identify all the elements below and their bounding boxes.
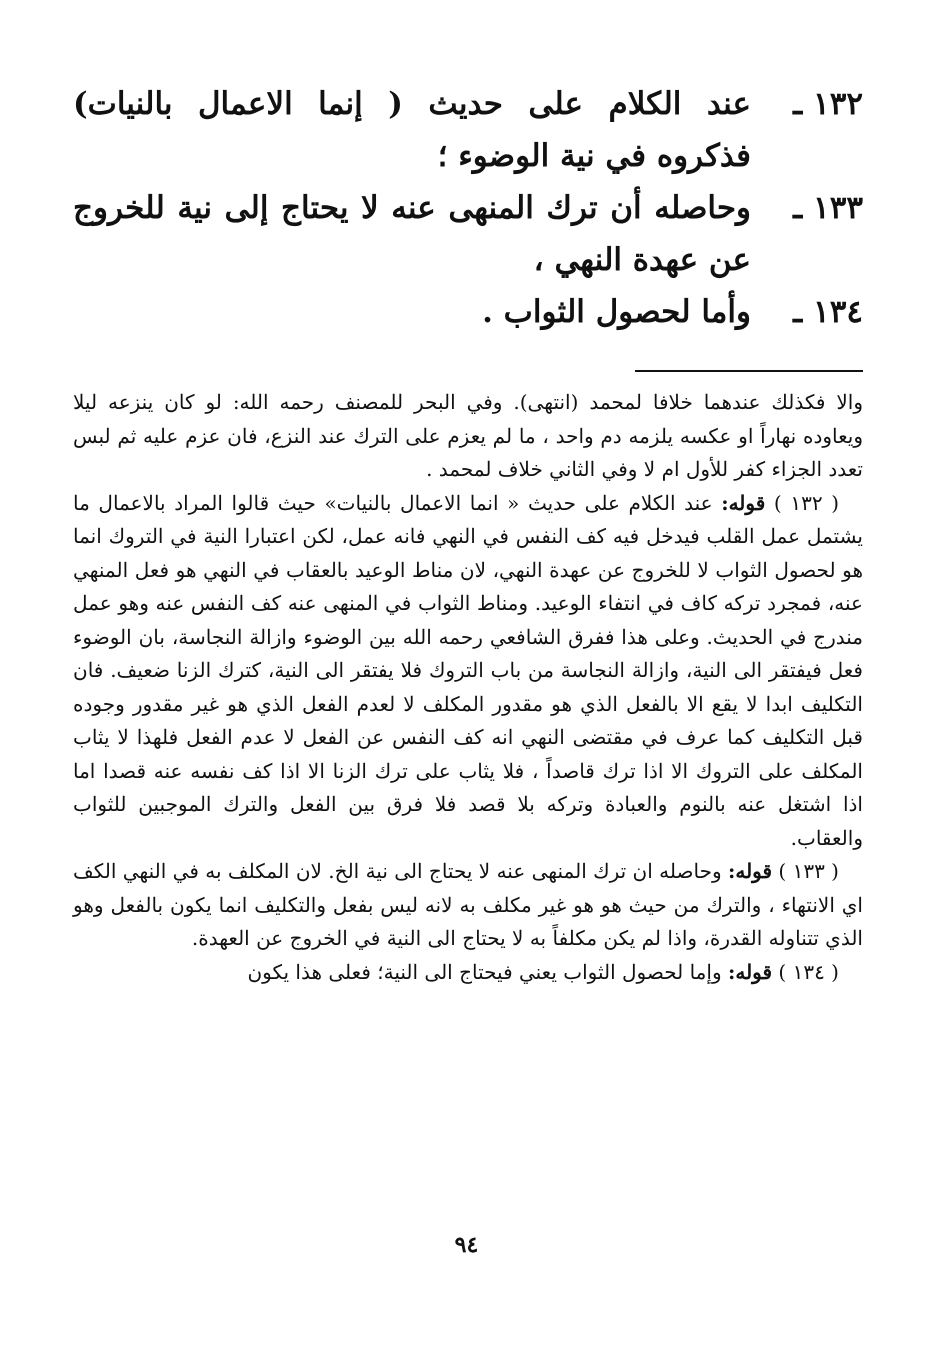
footnote-133 [73,855,863,956]
footnote-text: عند الكلام على حديث « انما الاعمال بالنيات» حيث قالوا المراد بالاعمال ما يشتمل عمل القلب فيدخل فيه كف النفس في النهي فانه عمل، لكن اعتبارا النية في التروك انما هو لحصول الثواب لا للخروج عن عهدة النهي، لان مناط الوعيد بالعقاب في النهي هو فعل المنهي عنه، فمجرد تركه كاف في انتفاء الوعيد. ومناط الثواب في المنهى عنه كف النفس عنه وهو عمل مندرج في الحديث. وعلى هذا ففرق الشافعي رحمه الله بين الوضوء وازالة النجاسة، بان الوضوء فعل فيفتقر الى النية، وازالة النجاسة من باب التروك فلا يفتقر الى النية، كترك الزنا ضعيف. فان التكليف ابدا لا يقع الا بالفعل الذي هو مقدور المكلف لا لعدم الفعل الذي هو غير مقدور وجوده قبل التكليف كما عرف في مقتضى النهي انه كف النفس عن الفعل لا عدم الفعل فلهذا لا يثاب المكلف على التروك الا اذا ترك قاصداً ، فلا يثاب على ترك الزنا الا اذا كف نفسه عنه قصدا اما اذا اشتغل عنه بالنوم والعبادة وتركه بلا قصد فلا فرق بين الفعل والترك الموجبين للثواب والعقاب. [73,490,863,850]
page-number: ٩٤ [454,1232,479,1258]
item-text: عند الكلام على حديث ( إنما الاعمال بالنيات) فذكروه في نية الوضوء ؛ [73,86,751,174]
footnote-132 [73,487,863,856]
main-item-132 [73,78,863,182]
footnote-ref: ( ١٣٣ ) [778,859,839,883]
footnote-keyword: قوله: [721,490,766,515]
footnote-keyword: قوله: [727,859,773,883]
footnote-ref: ( ١٣٤ ) [778,959,839,984]
item-number: ١٣٢ ـ [793,86,863,122]
item-text: وحاصله أن ترك المنهى عنه لا يحتاج إلى نية للخروج عن عهدة النهي ، [73,190,751,278]
footnote-carryover: والا فكذلك عندهما خلافا لمحمد (انتهى). وفي البحر للمصنف رحمه الله: لو كان ينزعه ليلا ويعاوده نهاراً او عكسه يلزمه دم واحد ، ما لم يعزم على الترك عند النزع، فان عزم عليه ثم لبس تعدد الجزاء كفر للأول ام لا وفي الثاني خلاف لمحمد . [73,390,863,481]
footnote-ref: ( ١٣٢ ) [773,490,839,515]
footnote-text: وحاصله ان ترك المنهى عنه لا يحتاج الى نية الخ. لان المكلف به في النهي الكف اي الانتهاء ، والترك من حيث هو هو غير مكلف به لانه ليس بفعل والتكليف انما يكون بالفعل وهو الذي تتناوله القدرة، واذا لم يكن مكلفاً به لا يحتاج الى النية في الخروج عن العهدة. [72,859,863,950]
main-item-134 [73,286,863,338]
main-text [73,78,863,338]
page-content [73,78,863,989]
footnote-134 [73,956,863,990]
footnote-keyword: قوله: [727,959,773,984]
footnote-text: وإما لحصول الثواب يعني فيحتاج الى النية؛ فعلى هذا يكون [247,959,722,984]
footnote-divider [635,370,863,372]
footnotes [73,386,863,989]
item-text: وأما لحصول الثواب . [482,294,751,330]
main-item-133 [73,182,863,286]
item-number: ١٣٣ ـ [793,190,863,226]
item-number: ١٣٤ ـ [793,294,863,330]
